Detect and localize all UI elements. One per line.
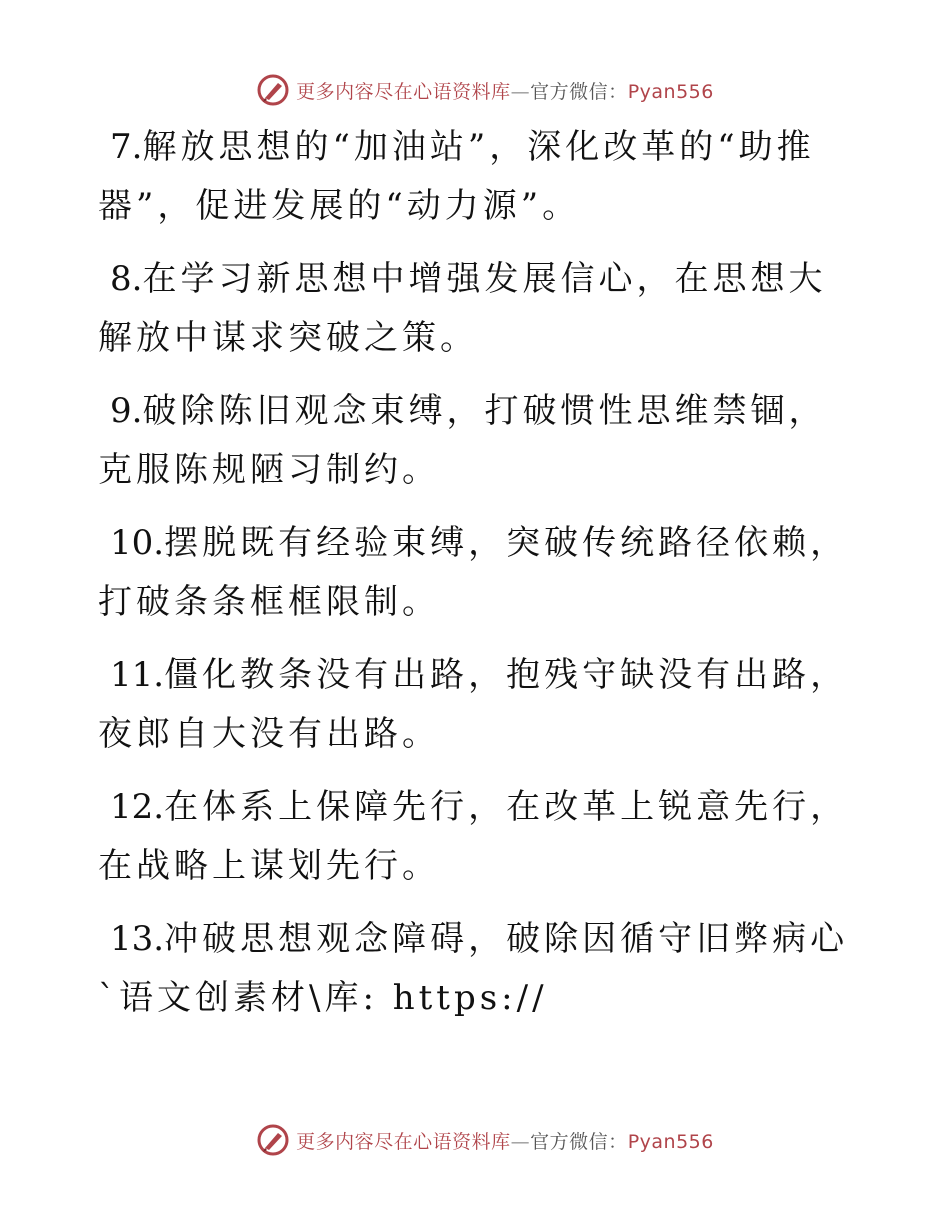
list-item <box>98 250 858 368</box>
item-text: 僵化教条没有出路，抱残守缺没有出路，夜郎自大没有出路。 <box>98 655 849 754</box>
item-number: 12. <box>110 787 165 827</box>
item-text: 冲破思想观念障碍，破除因循守旧弊病心`语文创素材\库: https:// <box>98 919 849 1018</box>
list-item <box>98 514 858 632</box>
banner-text <box>296 77 714 104</box>
banner-text <box>296 1127 714 1154</box>
item-text: 摆脱既有经验束缚，突破传统路径依赖，打破条条框框限制。 <box>98 523 849 622</box>
wechat-label: 官方微信： <box>530 80 628 103</box>
wechat-label: 官方微信： <box>530 1130 628 1153</box>
item-number: 10. <box>110 523 165 563</box>
banner-dash: — <box>510 1130 531 1153</box>
brand-text: 更多内容尽在心语资料库 <box>296 1130 511 1153</box>
footer-banner <box>0 1118 950 1162</box>
item-number: 9. <box>110 391 143 431</box>
banner-dash: — <box>510 80 531 103</box>
pen-circle-logo-icon <box>256 73 290 107</box>
item-text: 在学习新思想中增强发展信心，在思想大解放中谋求突破之策。 <box>98 259 827 358</box>
list-item <box>98 778 858 896</box>
list-item <box>98 382 858 500</box>
wechat-id: Pyan556 <box>627 80 714 103</box>
item-number: 7. <box>110 127 143 167</box>
item-number: 11. <box>110 655 165 695</box>
list-item <box>98 118 858 236</box>
pen-circle-logo-icon <box>256 1123 290 1157</box>
item-text: 破除陈旧观念束缚，打破惯性思维禁锢，克服陈规陋习制约。 <box>98 391 827 490</box>
item-number: 13. <box>110 919 165 959</box>
wechat-id: Pyan556 <box>627 1130 714 1153</box>
brand-text: 更多内容尽在心语资料库 <box>296 80 511 103</box>
header-banner <box>0 68 950 112</box>
item-number: 8. <box>110 259 143 299</box>
list-item <box>98 910 858 1028</box>
list-item <box>98 646 858 764</box>
item-text: 在体系上保障先行，在改革上锐意先行，在战略上谋划先行。 <box>98 787 849 886</box>
document-body <box>98 118 858 1042</box>
item-text: 解放思想的“加油站”，深化改革的“助推器”，促进发展的“动力源”。 <box>98 127 815 226</box>
